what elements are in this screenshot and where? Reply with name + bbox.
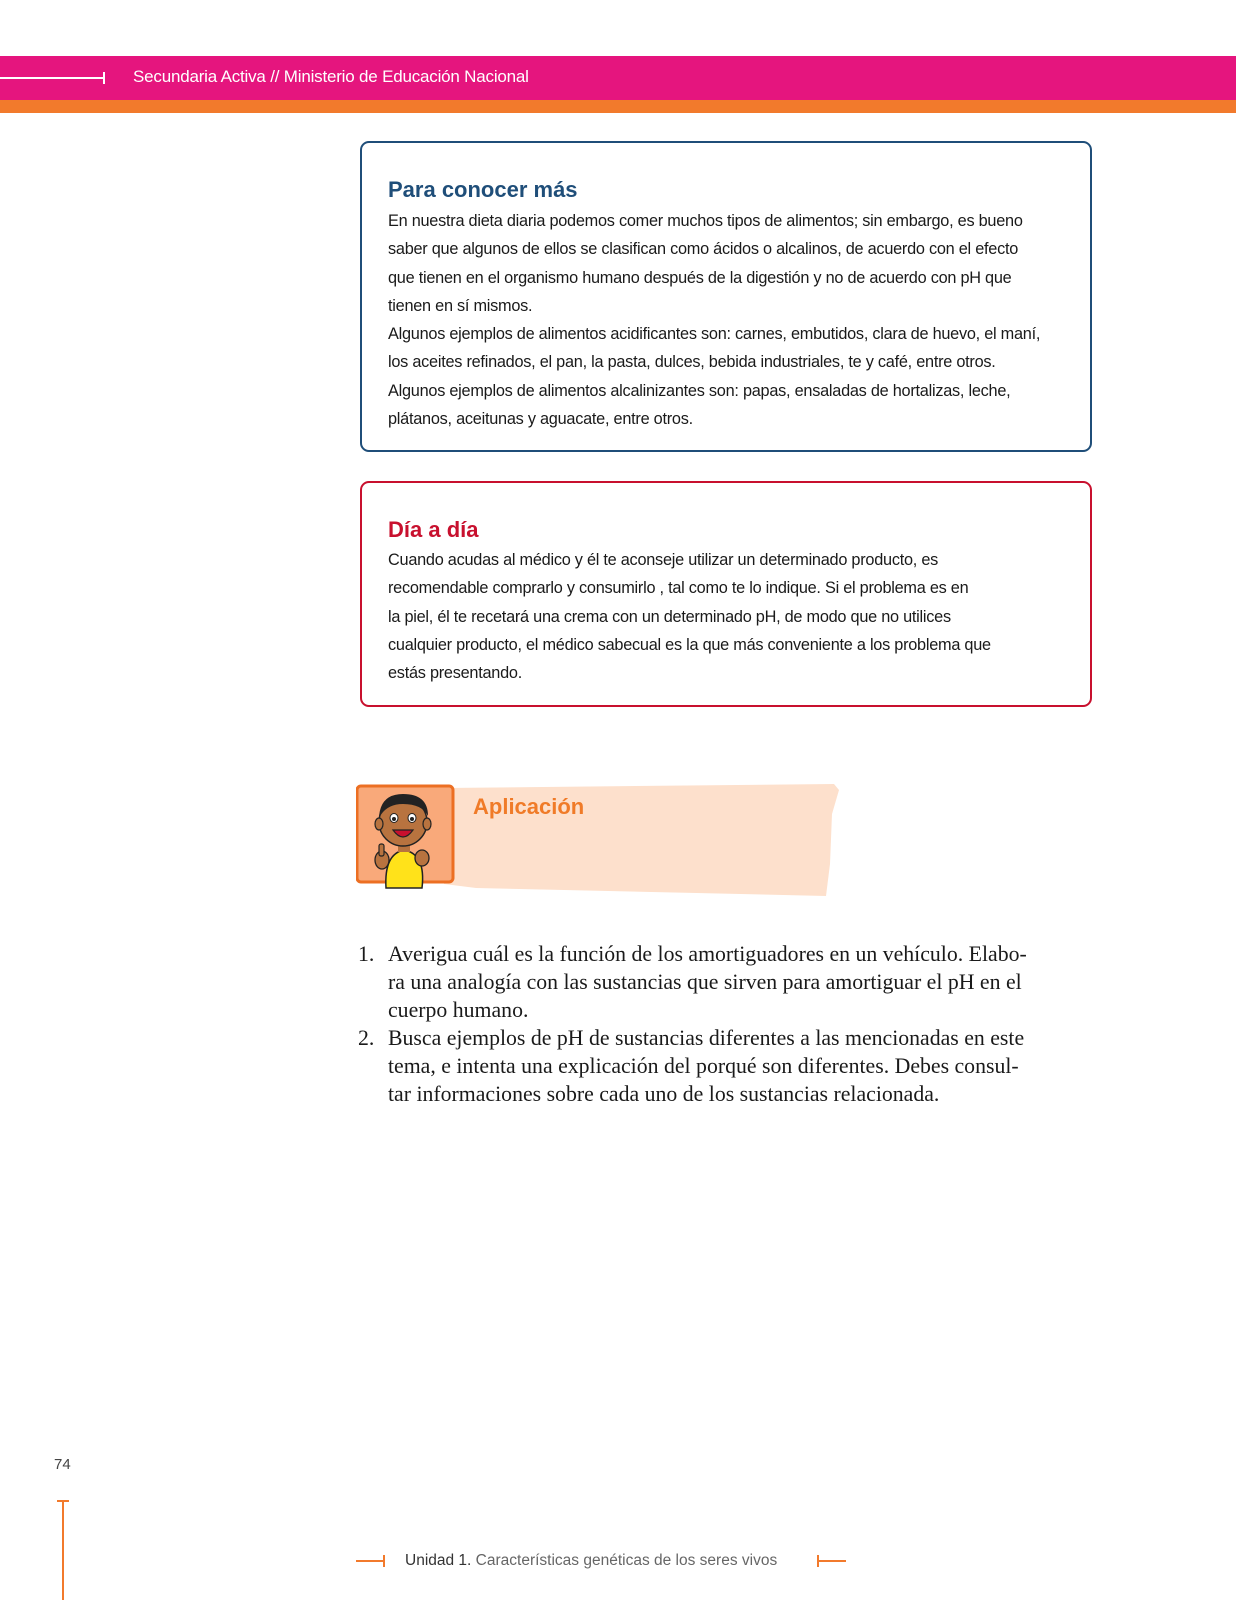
exercise-line: Averigua cuál es la función de los amortiguadores en un vehículo. Elabo- bbox=[388, 942, 1027, 966]
body-line: Algunos ejemplos de alimentos alcalinizantes son: papas, ensaladas de hortalizas, leche, bbox=[388, 381, 1011, 400]
body-line: plátanos, aceitunas y aguacate, entre otros. bbox=[388, 410, 693, 429]
exercise-line: Busca ejemplos de pH de sustancias diferentes a las mencionadas en este bbox=[388, 1026, 1025, 1050]
aplicacion-title: Aplicación bbox=[473, 794, 585, 819]
body-line: saber que algunos de ellos se clasifican como ácidos o alcalinos, de acuerdo con el efecto bbox=[388, 240, 1019, 259]
student-boy-thumbs-up-icon bbox=[357, 786, 453, 888]
body-line: Cuando acudas al médico y él te aconseje utilizar un determinado producto, es bbox=[388, 551, 939, 569]
exercise-line: tar informaciones sobre cada uno de los sustancias relacionada. bbox=[388, 1082, 940, 1106]
list-item bbox=[358, 940, 1096, 1024]
exercise-line: ra una analogía con las sustancias que sirven para amortiguar el pH en el bbox=[388, 970, 1022, 994]
body-line: recomendable comprarlo y consumirlo , tal como te lo indique. Si el problema es en bbox=[388, 579, 969, 598]
body-line: que tienen en el organismo humano después de la digestión y no de acuerdo con pH que bbox=[388, 268, 1012, 287]
dia-a-dia-title: Día a día bbox=[388, 517, 479, 542]
footer-rule-left-tick bbox=[383, 1555, 385, 1567]
header-rule bbox=[0, 77, 104, 79]
para-conocer-mas-body bbox=[388, 207, 1078, 433]
dia-a-dia-body bbox=[388, 546, 1078, 687]
footer-unit bbox=[405, 1552, 777, 1570]
exercise-number: 1. bbox=[358, 942, 375, 966]
para-conocer-mas-title: Para conocer más bbox=[388, 177, 578, 202]
page-number: 74 bbox=[54, 1456, 71, 1473]
body-line: estás presentando. bbox=[388, 664, 522, 683]
exercise-list bbox=[358, 940, 1096, 1108]
left-rule bbox=[62, 1501, 64, 1600]
body-line: la piel, él te recetará una crema con un determinado pH, de modo que no utilices bbox=[388, 607, 951, 626]
header-rule-tick bbox=[103, 72, 105, 84]
body-line: los aceites refinados, el pan, la pasta, dulces, bebida industriales, te y café, entre otros. bbox=[388, 353, 996, 372]
para-conocer-mas-box bbox=[360, 141, 1092, 452]
body-line: En nuestra dieta diaria podemos comer muchos tipos de alimentos; sin embargo, es bueno bbox=[388, 212, 1023, 230]
footer-unit-label: Unidad 1. bbox=[405, 1552, 472, 1569]
list-item bbox=[358, 1024, 1096, 1108]
aplicacion-banner bbox=[356, 784, 840, 898]
exercise-line: cuerpo humano. bbox=[388, 998, 529, 1022]
body-line: Algunos ejemplos de alimentos acidificantes son: carnes, embutidos, clara de huevo, el maní, bbox=[388, 325, 1041, 344]
exercise-number: 2. bbox=[358, 1026, 375, 1050]
footer-rule-left bbox=[356, 1560, 384, 1562]
body-line: tienen en sí mismos. bbox=[388, 296, 533, 315]
header-title: Secundaria Activa // Ministerio de Educación Nacional bbox=[133, 67, 529, 86]
header-accent-band bbox=[0, 100, 1236, 113]
footer-unit-title: Características genéticas de los seres vivos bbox=[475, 1552, 778, 1569]
footer-rule-right bbox=[818, 1560, 846, 1562]
dia-a-dia-box bbox=[360, 481, 1092, 707]
exercise-line: tema, e intenta una explicación del porqué son diferentes. Debes consul- bbox=[388, 1054, 1019, 1078]
body-line: cualquier producto, el médico sabecual es la que más conveniente a los problema que bbox=[388, 635, 991, 654]
